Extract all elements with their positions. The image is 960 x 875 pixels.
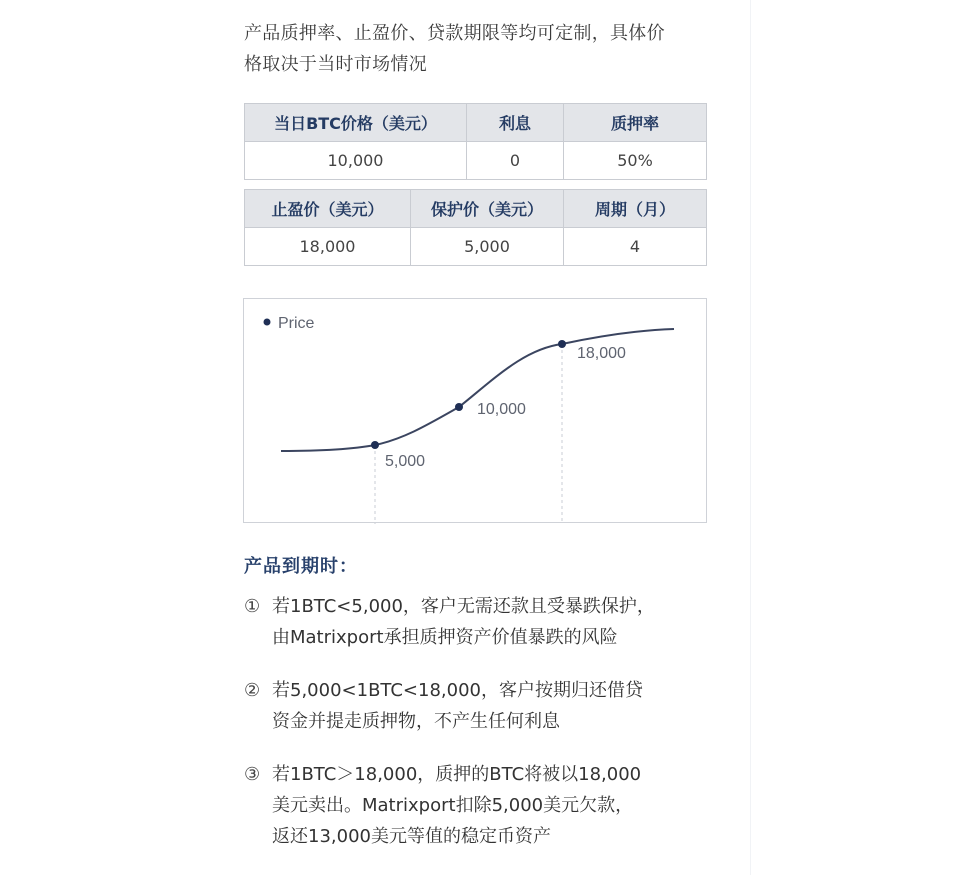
- point-18000: [558, 340, 566, 348]
- point-10000: [455, 403, 463, 411]
- case-number: ③: [244, 764, 261, 785]
- header-ltv: 质押率: [564, 104, 707, 142]
- table-header-row: [245, 104, 707, 142]
- case-line-1: 若5,000<1BTC<18,000，客户按期归还借贷: [272, 680, 643, 701]
- value-interest: 0: [467, 142, 564, 180]
- table-header-row: [245, 190, 707, 228]
- maturity-title: 产品到期时：: [244, 556, 358, 577]
- label-18000: 18,000: [577, 345, 626, 362]
- header-btc-price: 当日BTC价格（美元）: [245, 104, 467, 142]
- maturity-case-2: [244, 675, 643, 737]
- header-interest: 利息: [467, 104, 564, 142]
- header-protection-price: 保护价（美元）: [411, 190, 564, 228]
- case-line-2: 美元卖出。Matrixport扣除5,000美元欠款，: [272, 795, 634, 816]
- case-number: ①: [244, 596, 261, 617]
- page-edge-divider: [750, 0, 751, 875]
- intro-line-2: 格取决于当时市场情况: [244, 54, 427, 75]
- case-number: ②: [244, 680, 261, 701]
- label-10000: 10,000: [477, 401, 526, 418]
- header-term: 周期（月）: [564, 190, 707, 228]
- legend-label: Price: [278, 315, 315, 332]
- case-line-2: 资金并提走质押物，不产生任何利息: [272, 711, 560, 732]
- value-take-profit: 18,000: [245, 228, 411, 266]
- point-5000: [371, 441, 379, 449]
- case-line-3: 返还13,000美元等值的稳定币资产: [272, 826, 551, 847]
- intro-paragraph: [244, 18, 714, 80]
- value-protection-price: 5,000: [411, 228, 564, 266]
- value-ltv: 50%: [564, 142, 707, 180]
- maturity-case-1: [244, 591, 655, 653]
- value-btc-price: 10,000: [245, 142, 467, 180]
- label-5000: 5,000: [385, 453, 426, 470]
- table-row: [245, 228, 707, 266]
- price-curve-svg: [244, 299, 708, 524]
- case-line-1: 若1BTC<5,000，客户无需还款且受暴跌保护，: [272, 596, 655, 617]
- loan-terms-table-1: [244, 103, 707, 180]
- intro-line-1: 产品质押率、止盈价、贷款期限等均可定制，具体价: [244, 23, 665, 44]
- loan-terms-table-2: [244, 189, 707, 266]
- table-row: [245, 142, 707, 180]
- legend-dot-icon: [264, 319, 271, 326]
- price-chart: [243, 298, 707, 523]
- maturity-case-3: [244, 759, 641, 852]
- case-line-2: 由Matrixport承担质押资产价值暴跌的风险: [272, 627, 618, 648]
- header-take-profit: 止盈价（美元）: [245, 190, 411, 228]
- case-line-1: 若1BTC＞18,000，质押的BTC将被以18,000: [272, 764, 642, 785]
- value-term: 4: [564, 228, 707, 266]
